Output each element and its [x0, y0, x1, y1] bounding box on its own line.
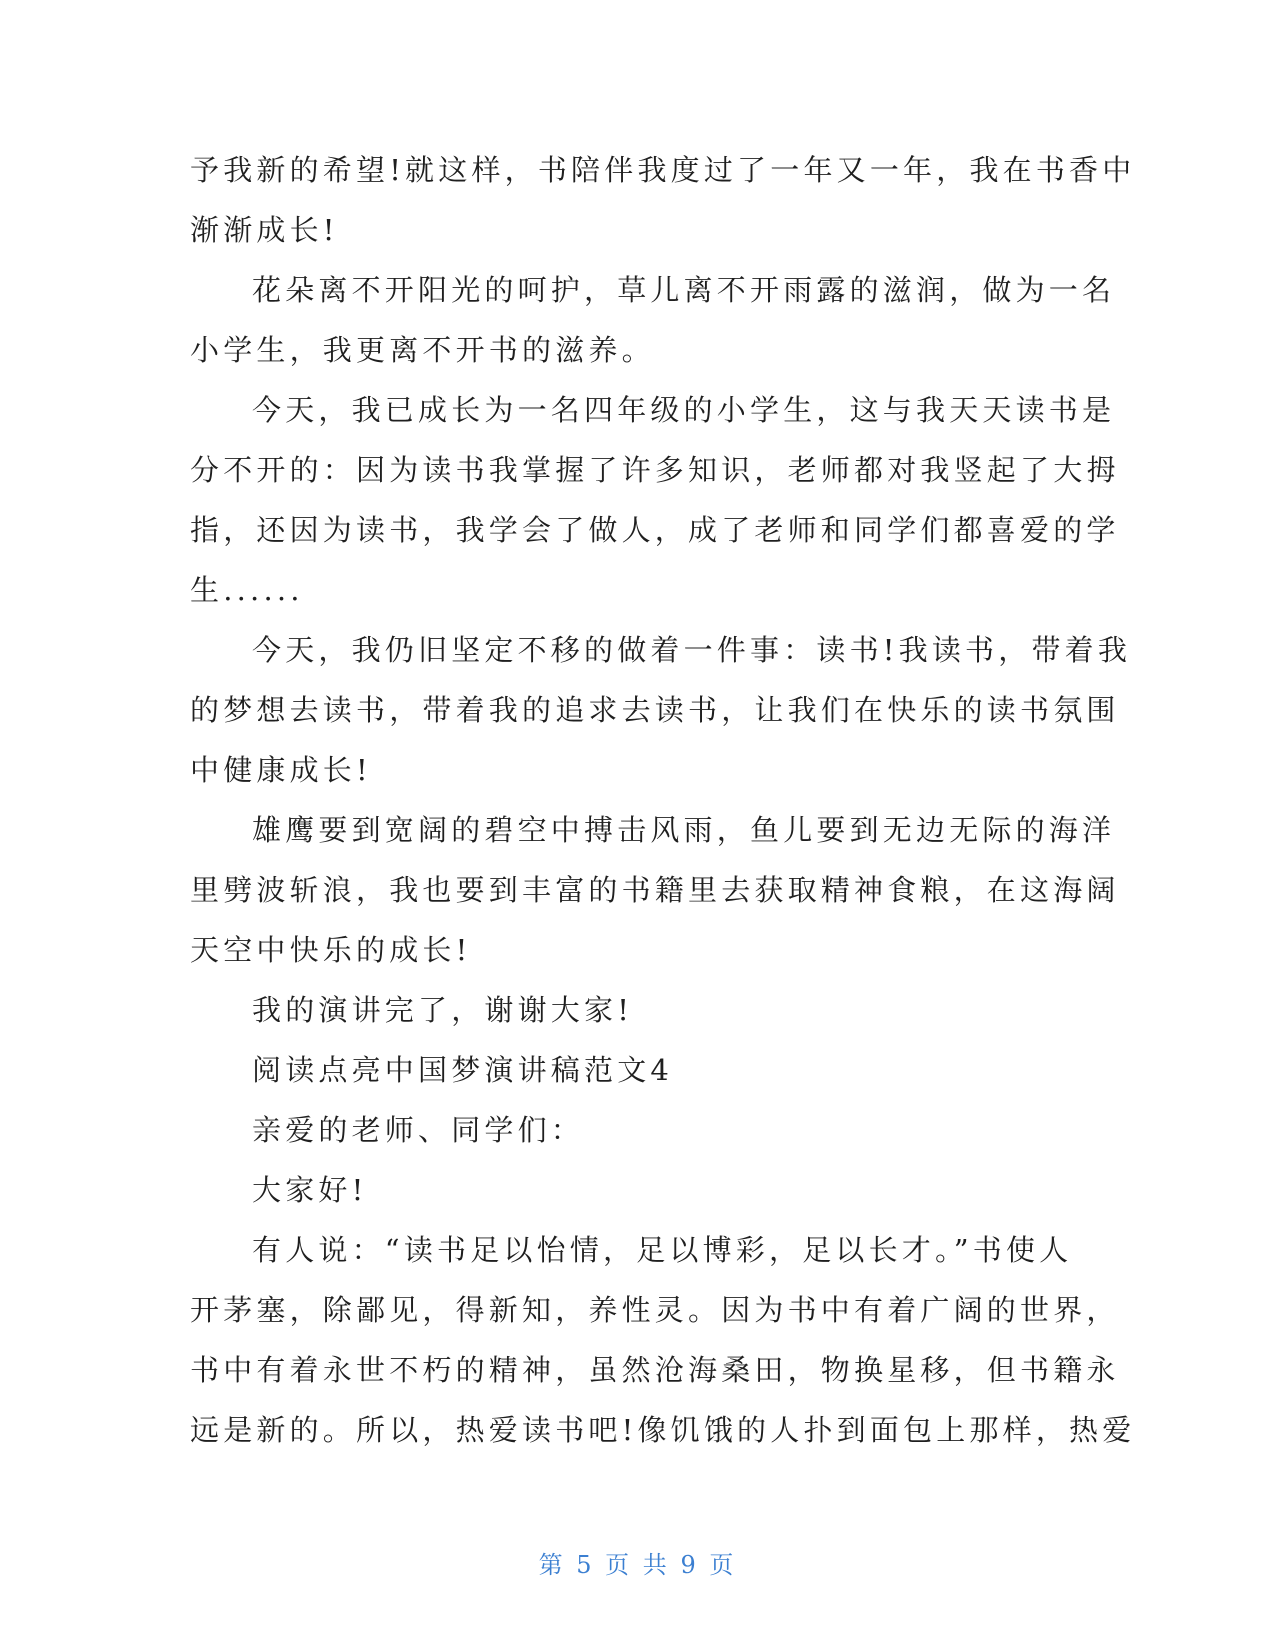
text-line: 渐渐成长! — [190, 213, 339, 247]
text-line: 分不开的：因为读书我掌握了许多知识，老师都对我竖起了大拇 — [190, 453, 1120, 487]
text-line: 花朵离不开阳光的呵护，草儿离不开雨露的滋润，做为一名 — [252, 273, 1116, 307]
text-line: 我的演讲完了，谢谢大家! — [252, 993, 634, 1027]
text-line: 予我新的希望!就这样，书陪伴我度过了一年又一年，我在书香中 — [190, 153, 1136, 187]
greeting: 大家好! — [252, 1173, 368, 1207]
section-heading: 阅读点亮中国梦演讲稿范文4 — [252, 1053, 674, 1087]
text-line: 天空中快乐的成长! — [190, 933, 472, 967]
salutation: 亲爱的老师、同学们： — [252, 1113, 585, 1147]
text-line: 有人说：“读书足以怡情，足以博彩，足以长才。”书使人 — [252, 1233, 1073, 1267]
text-line: 指，还因为读书，我学会了做人，成了老师和同学们都喜爱的学 — [190, 513, 1120, 547]
text-line: 中健康成长! — [190, 753, 372, 787]
text-line: 书中有着永世不朽的精神，虽然沧海桑田，物换星移，但书籍永 — [190, 1353, 1120, 1387]
text-line: 今天，我仍旧坚定不移的做着一件事：读书!我读书，带着我 — [252, 633, 1132, 667]
text-line: 雄鹰要到宽阔的碧空中搏击风雨，鱼儿要到无边无际的海洋 — [252, 813, 1116, 847]
text-line: 远是新的。所以，热爱读书吧!像饥饿的人扑到面包上那样，热爱 — [190, 1413, 1136, 1447]
text-line: 今天，我已成长为一名四年级的小学生，这与我天天读书是 — [252, 393, 1116, 427]
text-line: 生...... — [190, 573, 304, 607]
text-line: 小学生，我更离不开书的滋养。 — [190, 333, 655, 367]
text-line: 里劈波斩浪，我也要到丰富的书籍里去获取精神食粮，在这海阔 — [190, 873, 1120, 907]
text-line: 开茅塞，除鄙见，得新知，养性灵。因为书中有着广阔的世界， — [190, 1293, 1120, 1327]
document-body — [190, 140, 1136, 1460]
text-line: 的梦想去读书，带着我的追求去读书，让我们在快乐的读书氛围 — [190, 693, 1120, 727]
page-number-footer: 第 5 页 共 9 页 — [538, 1551, 737, 1579]
